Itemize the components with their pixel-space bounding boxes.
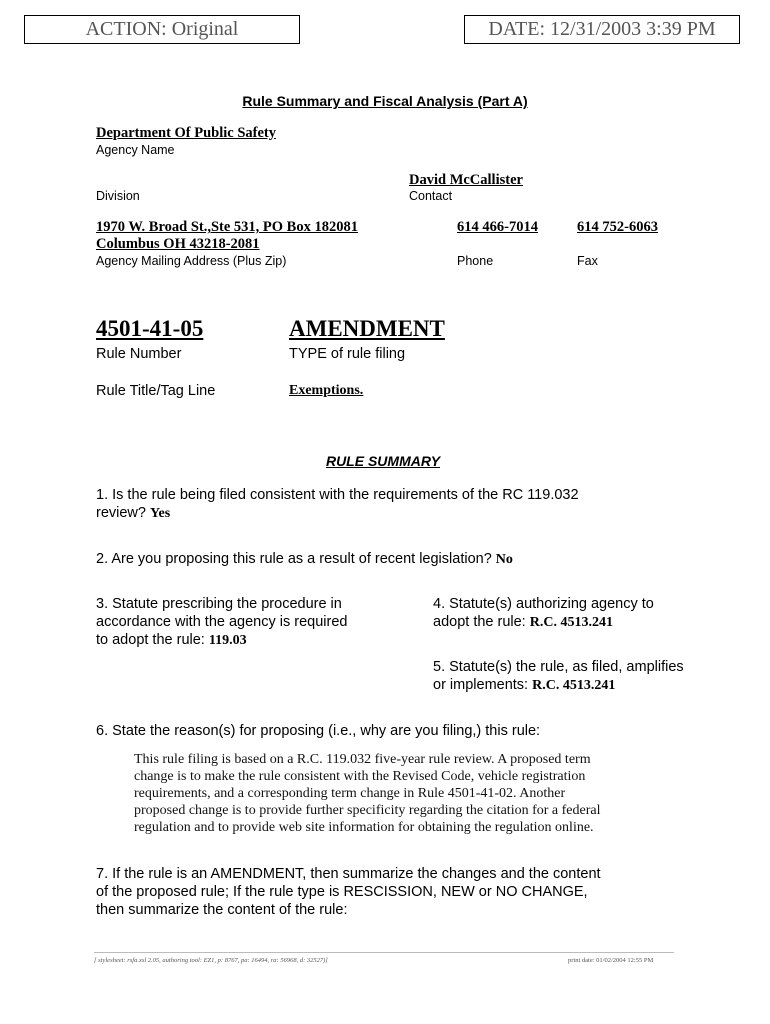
phone-label: Phone — [457, 254, 494, 268]
phone-value: 614 466-7014 — [457, 219, 538, 235]
answer-line: change is to make the rule consistent with the Revised Code, vehicle registration — [134, 769, 586, 784]
filing-type-label: TYPE of rule filing — [289, 346, 406, 362]
fax-value: 614 752-6063 — [577, 219, 658, 235]
question-3-line-c — [96, 631, 416, 650]
question-4-line-b — [433, 613, 753, 632]
question-3-line-a: 3. Statute prescribing the procedure in — [96, 596, 342, 612]
answer-line: proposed change is to provide further specificity regarding the citation for a federal — [134, 803, 601, 818]
footer-divider — [94, 952, 674, 953]
action-text: ACTION: Original — [85, 18, 239, 40]
date-box — [464, 15, 740, 44]
question-5-line-a: 5. Statute(s) the rule, as filed, amplifies — [433, 659, 684, 675]
question-2-text: 2. Are you proposing this rule as a result of recent legislation? — [96, 551, 492, 567]
footer-stylesheet-info: [ stylesheet: rsfa.xsl 2.05, authoring tool: EZ1, p: 8767, pa: 16494, ra: 56968, d: 32527)] — [94, 957, 328, 964]
answer-line: requirements, and a corresponding term change in Rule 4501-41-02. Another — [134, 786, 566, 801]
question-3-answer: 119.03 — [208, 633, 247, 648]
address-line2: Columbus OH 43218-2081 — [96, 236, 260, 252]
contact-value: David McCallister — [409, 172, 523, 188]
answer-line: regulation and to provide web site information for obtaining the regulation online. — [134, 820, 594, 835]
question-4-line-a: 4. Statute(s) authorizing agency to — [433, 596, 654, 612]
question-2 — [96, 550, 716, 569]
fax-label: Fax — [577, 254, 598, 268]
contact-label: Contact — [409, 189, 453, 203]
question-1-line-a: 1. Is the rule being filed consistent with the requirements of the RC 119.032 — [96, 487, 579, 503]
question-1-answer: Yes — [150, 506, 171, 521]
rule-title-value: Exemptions. — [289, 383, 364, 398]
rule-title-label: Rule Title/Tag Line — [96, 383, 216, 399]
question-5-answer: R.C. 4513.241 — [532, 678, 616, 693]
question-6-text: 6. State the reason(s) for proposing (i.e., why are you filing,) this rule: — [96, 723, 541, 739]
question-5-line-b — [433, 676, 753, 695]
address-label: Agency Mailing Address (Plus Zip) — [96, 254, 287, 268]
question-3-line-c-text: to adopt the rule: — [96, 632, 205, 648]
rule-number-value: 4501-41-05 — [96, 316, 204, 341]
question-1 — [96, 486, 696, 523]
question-5-line-b-text: or implements: — [433, 677, 529, 693]
question-1-line-b — [96, 504, 696, 523]
question-7-line: 7. If the rule is an AMENDMENT, then summarize the changes and the content — [96, 866, 601, 882]
date-text: DATE: 12/31/2003 3:39 PM — [488, 18, 716, 40]
question-4 — [433, 595, 753, 632]
action-box — [24, 15, 300, 44]
filing-type-value: AMENDMENT — [289, 316, 445, 341]
question-3-line-b: accordance with the agency is required — [96, 614, 348, 630]
question-6-answer — [134, 751, 694, 836]
question-5 — [433, 658, 753, 695]
rule-summary-heading: RULE SUMMARY — [325, 453, 441, 469]
question-2-answer: No — [495, 552, 513, 567]
question-3 — [96, 595, 416, 650]
question-7 — [96, 865, 716, 919]
agency-name-label: Agency Name — [96, 143, 175, 157]
agency-name-value: Department Of Public Safety — [96, 125, 277, 141]
form-title: Rule Summary and Fiscal Analysis (Part A) — [242, 93, 528, 109]
question-7-line: then summarize the content of the rule: — [96, 902, 348, 918]
question-1-line-b-text: review? — [96, 505, 146, 521]
division-label: Division — [96, 189, 140, 203]
address-line1: 1970 W. Broad St.,Ste 531, PO Box 182081 — [96, 219, 358, 235]
question-4-answer: R.C. 4513.241 — [529, 615, 613, 630]
rule-number-label: Rule Number — [96, 346, 182, 362]
question-4-line-b-text: adopt the rule: — [433, 614, 526, 630]
footer-print-date: print date: 01/02/2004 12:55 PM — [568, 957, 654, 964]
question-7-line: of the proposed rule; If the rule type is RESCISSION, NEW or NO CHANGE, — [96, 884, 588, 900]
answer-line: This rule filing is based on a R.C. 119.032 five-year rule review. A proposed term — [134, 752, 591, 767]
